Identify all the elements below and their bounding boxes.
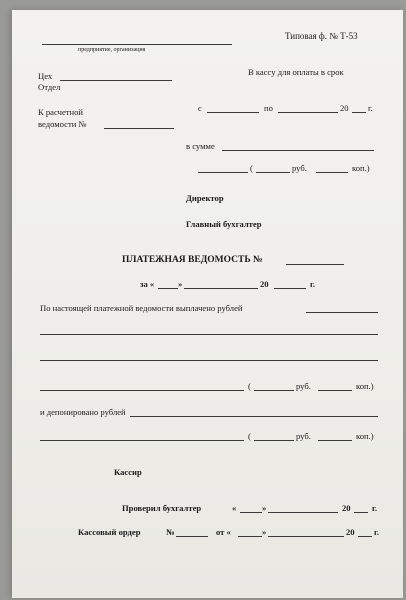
statement-date-mid: » — [178, 279, 183, 289]
deposited-words-line — [40, 440, 244, 441]
form-code: Типовая ф. № Т-53 — [285, 31, 358, 41]
shop-label: Цех — [38, 71, 53, 81]
paid-rub-label: руб. — [296, 381, 311, 391]
order-quote-close: » — [262, 527, 267, 537]
cashier-note: В кассу для оплаты в срок — [248, 67, 344, 77]
order-from-label: от « — [216, 527, 231, 537]
payroll-form-sheet — [12, 10, 403, 598]
statement-month-line — [184, 288, 258, 289]
sum-rub-label: руб. — [292, 163, 307, 173]
sum-line — [222, 150, 374, 151]
checked-year-label: 20 — [342, 503, 351, 513]
statement-day-line — [158, 288, 178, 289]
sum-rub-line — [256, 172, 290, 173]
sum-open-paren: ( — [250, 163, 253, 173]
order-month-line — [268, 536, 344, 537]
deposited-rub-line — [254, 440, 294, 441]
statement-title: ПЛАТЕЖНАЯ ВЕДОМОСТЬ № — [122, 255, 263, 265]
sum-kop-line — [316, 172, 348, 173]
deposited-rub-label: руб. — [296, 431, 311, 441]
order-day-line — [238, 536, 262, 537]
paid-amount-line — [306, 312, 378, 313]
checked-day-line — [240, 512, 262, 513]
period-year-label: 20 — [340, 103, 349, 113]
period-to-line — [278, 112, 338, 113]
period-year-line — [352, 112, 366, 113]
payroll-ref-line2: ведомости № — [38, 119, 87, 129]
paid-rub-line — [254, 390, 294, 391]
paid-open-paren: ( — [248, 381, 251, 391]
paid-kop-label: коп.) — [356, 381, 374, 391]
payroll-number-line — [104, 128, 174, 129]
sum-kop-label: коп.) — [352, 163, 370, 173]
checked-year-suffix: г. — [372, 503, 378, 513]
paid-kop-line — [318, 390, 352, 391]
order-year-label: 20 — [346, 527, 355, 537]
department-label: Отдел — [38, 82, 61, 92]
checked-quote-close: » — [262, 503, 267, 513]
statement-number-line — [286, 264, 344, 265]
payroll-ref-line1: К расчетной — [38, 107, 84, 117]
period-to-label: по — [264, 103, 273, 113]
order-year-suffix: г. — [374, 527, 380, 537]
order-year-line — [358, 536, 372, 537]
period-from-label: с — [198, 103, 202, 113]
deposited-open-paren: ( — [248, 431, 251, 441]
order-label: Кассовый ордер — [78, 527, 141, 537]
paid-words-line-1 — [40, 334, 378, 335]
paid-words-line-2 — [40, 360, 378, 361]
chief-accountant-label: Главный бухгалтер — [186, 219, 262, 229]
paid-words-line-3 — [40, 390, 244, 391]
statement-year-suffix: г. — [310, 279, 316, 289]
period-year-suffix: г. — [368, 103, 373, 113]
checked-month-line — [268, 512, 338, 513]
deposited-amount-line — [130, 416, 378, 417]
statement-date-prefix: за « — [140, 279, 155, 289]
paid-text: По настоящей платежной ведомости выплачено рублей — [40, 303, 243, 313]
sum-label: в сумме — [186, 141, 215, 151]
statement-year-line — [274, 288, 306, 289]
director-label: Директор — [186, 193, 224, 203]
cashier-label: Кассир — [114, 467, 142, 477]
shop-line — [60, 80, 172, 81]
organization-caption: предприятие, организация — [78, 47, 146, 53]
deposited-text: и депонировано рублей — [40, 407, 126, 417]
period-from-line — [207, 112, 259, 113]
statement-year-label: 20 — [260, 279, 269, 289]
checked-year-line — [354, 512, 368, 513]
sum-words-line — [198, 172, 248, 173]
organization-line — [42, 44, 232, 45]
deposited-kop-line — [318, 440, 352, 441]
order-number-line — [176, 536, 208, 537]
checked-label: Проверил бухгалтер — [122, 503, 202, 513]
checked-quote-open: « — [232, 503, 237, 513]
deposited-kop-label: коп.) — [356, 431, 374, 441]
order-number-label: № — [166, 527, 175, 537]
